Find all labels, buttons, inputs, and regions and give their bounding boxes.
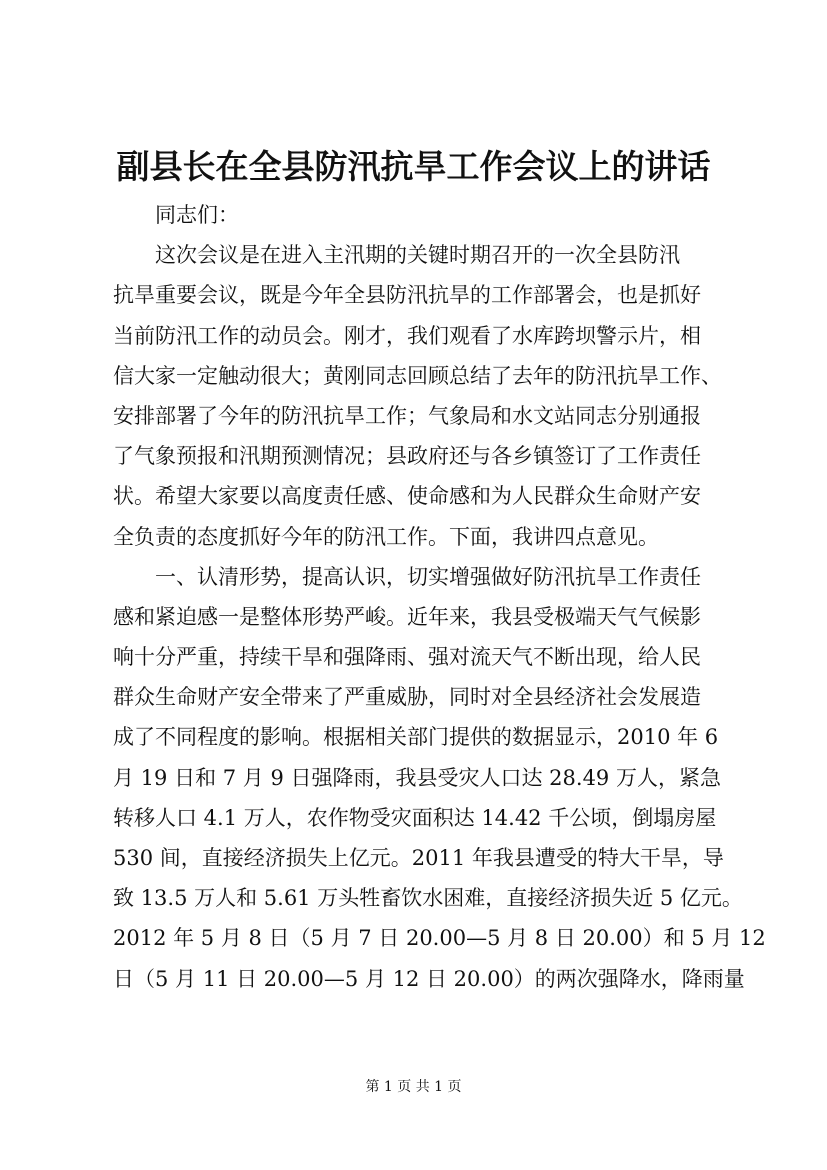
paragraph-line: 响十分严重，持续干旱和强降雨、强对流天气不断出现，给人民 bbox=[113, 645, 701, 670]
paragraph-line: 这次会议是在进入主汛期的关键时期召开的一次全县防汛 bbox=[155, 243, 680, 268]
paragraph-line: 530 间，直接经济损失上亿元。2011 年我县遭受的特大干旱，导 bbox=[113, 846, 724, 870]
paragraph-line: 致 13.5 万人和 5.61 万头牲畜饮水困难，直接经济损失近 5 亿元。 bbox=[113, 886, 743, 911]
paragraph-line: 日（5 月 11 日 20.00—5 月 12 日 20.00）的两次强降水，降雨量 bbox=[113, 966, 745, 991]
document-title: 副县长在全县防汛抗旱工作会议上的讲话 bbox=[116, 147, 711, 186]
document-body bbox=[113, 195, 766, 999]
paragraph-line: 月 19 日和 7 月 9 日强降雨，我县受灾人口达 28.49 万人，紧急 bbox=[113, 765, 721, 790]
paragraph-line: 状。希望大家要以高度责任感、使命感和为人民群众生命财产安 bbox=[113, 484, 701, 509]
paragraph-line: 了气象预报和汛期预测情况；县政府还与各乡镇签订了工作责任 bbox=[113, 444, 701, 469]
salutation-line: 同志们： bbox=[155, 203, 239, 227]
paragraph-line: 全负责的态度抓好今年的防汛工作。下面，我讲四点意见。 bbox=[113, 524, 659, 549]
paragraph-line: 抗旱重要会议，既是今年全县防汛抗旱的工作部署会，也是抓好 bbox=[113, 283, 701, 308]
paragraph-line: 2012 年 5 月 8 日（5 月 7 日 20.00—5 月 8 日 20.00）和 5 月 12 bbox=[113, 926, 766, 951]
paragraph-line: 感和紧迫感一是整体形势严峻。近年来，我县受极端天气气候影 bbox=[113, 604, 701, 629]
paragraph-line: 当前防汛工作的动员会。刚才，我们观看了水库跨坝警示片，相 bbox=[113, 323, 701, 348]
paragraph-line: 转移人口 4.1 万人，农作物受灾面积达 14.42 千公顷，倒塌房屋 bbox=[113, 805, 717, 830]
paragraph-line: 成了不同程度的影响。根据相关部门提供的数据显示，2010 年 6 bbox=[113, 725, 719, 750]
paragraph-line: 信大家一定触动很大；黄刚同志回顾总结了去年的防汛抗旱工作、 bbox=[113, 363, 722, 388]
page-footer: 第 1 页 共 1 页 bbox=[365, 1079, 462, 1095]
paragraph-line: 一、认清形势，提高认识，切实增强做好防汛抗旱工作责任 bbox=[155, 564, 701, 589]
paragraph-line: 安排部署了今年的防汛抗旱工作；气象局和水文站同志分别通报 bbox=[113, 403, 701, 428]
paragraph-line: 群众生命财产安全带来了严重威胁，同时对全县经济社会发展造 bbox=[113, 685, 701, 710]
